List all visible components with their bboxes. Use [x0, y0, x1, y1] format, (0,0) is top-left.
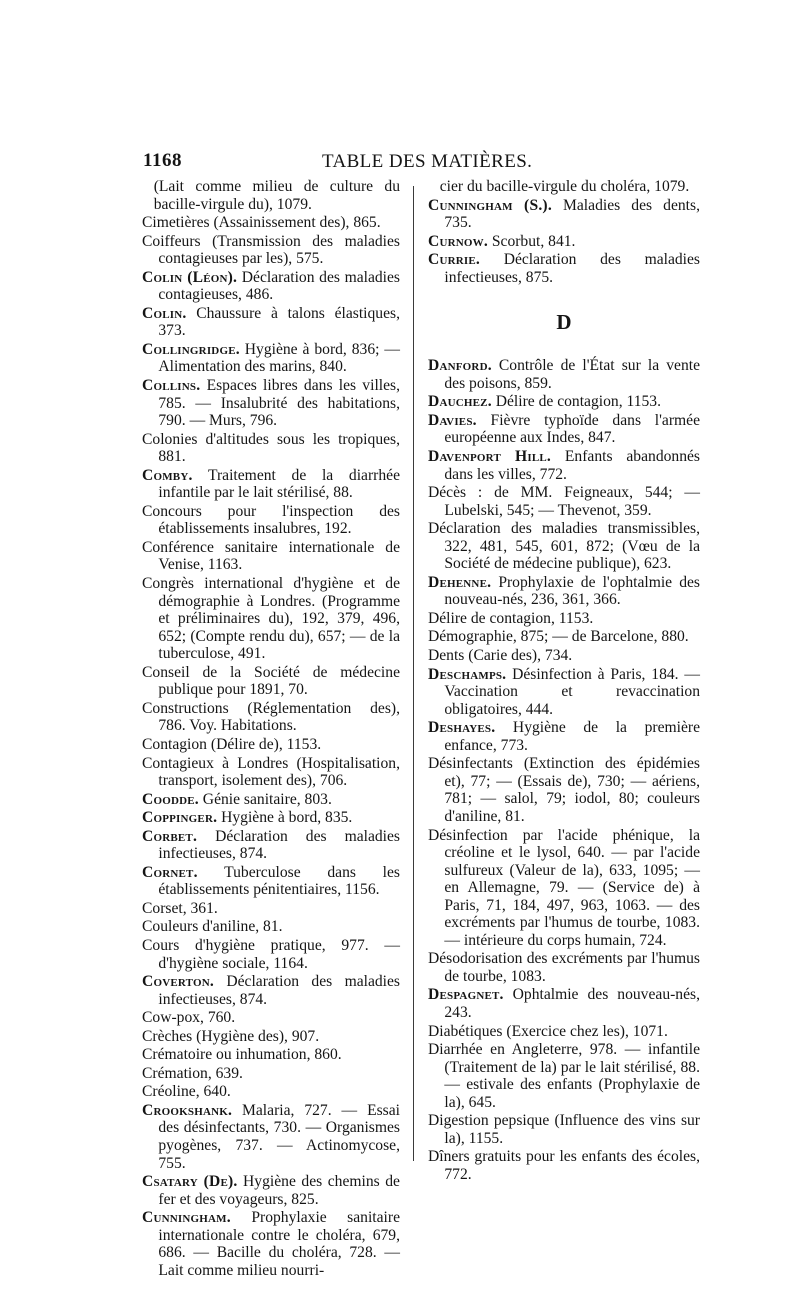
- index-entry: [428, 1148, 700, 1183]
- index-entry: [142, 269, 400, 304]
- author-name: Currie.: [428, 251, 481, 269]
- index-entry: [428, 827, 700, 950]
- index-entry: [428, 574, 700, 609]
- index-entry: [142, 1065, 400, 1083]
- author-name: Coodde.: [142, 790, 199, 808]
- index-entry: [142, 539, 400, 574]
- index-entry: [428, 610, 700, 628]
- index-entry: [142, 937, 400, 972]
- index-entry: [142, 1009, 400, 1027]
- column-divider: [413, 186, 414, 1161]
- right-column: [428, 178, 700, 1184]
- entry-text: Contagion (Délire de), 1153.: [142, 735, 322, 753]
- entry-text: Désinfectants (Extinction des épidémies et), 77; — (Essais de), 730; — aériens, 781; — salol, 79; iodol, 80; couleurs d'aniline, 81.: [428, 755, 700, 825]
- author-name: Danford.: [428, 357, 492, 375]
- entry-text: Chaussure à talons élastiques, 373.: [158, 304, 400, 340]
- entry-text: Traitement de la diarrhée infantile par le lait stérilisé, 88.: [158, 466, 400, 502]
- index-entry: [428, 1112, 700, 1147]
- entry-text: Diarrhée en Angleterre, 978. — infantile (Traitement de la) par le lait stérilisé, 88. — estivale des enfants (Prophylaxie de la), 645.: [428, 1041, 700, 1111]
- index-entry: [142, 178, 400, 213]
- entry-text: Démographie, 875; — de Barcelone, 880.: [428, 628, 689, 646]
- entry-text: Tuberculose dans les établissements pénitentiaires, 1156.: [158, 863, 400, 899]
- index-entry: [142, 973, 400, 1008]
- author-name: Cornet.: [142, 863, 198, 881]
- entry-text: Diabétiques (Exercice chez les), 1071.: [428, 1022, 668, 1040]
- entry-text: Contagieux à Londres (Hospitalisation, transport, isolement des), 706.: [142, 754, 400, 790]
- author-name: Colin (Léon).: [142, 268, 238, 286]
- index-entry: [428, 628, 700, 646]
- index-entry: [142, 341, 400, 376]
- index-entry: [142, 575, 400, 663]
- index-entry: [142, 503, 400, 538]
- index-entry: [428, 484, 700, 519]
- index-entry: [142, 1102, 400, 1172]
- index-entry: [142, 1028, 400, 1046]
- index-entry: [428, 357, 700, 392]
- index-entry: [142, 918, 400, 936]
- entry-text: Désodorisation des excréments par l'humus de tourbe, 1083.: [428, 950, 700, 985]
- index-entry: [428, 755, 700, 825]
- right-column-top: [428, 178, 700, 286]
- entry-text: Scorbut, 841.: [487, 232, 576, 250]
- index-entry: [142, 305, 400, 340]
- entry-text: Cours d'hygiène pratique, 977. — d'hygiène sociale, 1164.: [142, 936, 400, 972]
- index-entry: [142, 1209, 400, 1279]
- index-entry: [428, 647, 700, 665]
- author-name: Cunningham.: [142, 1209, 231, 1227]
- entry-text: Conseil de la Société de médecine publique pour 1891, 70.: [142, 663, 400, 699]
- author-name: Cunningham (S.).: [428, 196, 552, 214]
- index-entry: [142, 864, 400, 899]
- author-name: Curnow.: [428, 232, 488, 250]
- entry-text: Enfants abandonnés dans les villes, 772.: [444, 448, 701, 483]
- entry-text: Prophylaxie de l'ophtalmie des nouveau-nés, 236, 361, 366.: [444, 573, 700, 609]
- index-entry: [142, 809, 400, 827]
- index-entry: [142, 791, 400, 809]
- entry-text: Corset, 361.: [142, 899, 218, 917]
- entry-text: Couleurs d'aniline, 81.: [142, 918, 283, 936]
- entry-text: Fièvre typhoïde dans l'armée européenne aux Indes, 847.: [444, 411, 700, 447]
- section-letter: D: [556, 310, 572, 335]
- entry-text: Conférence sanitaire internationale de Venise, 1163.: [142, 538, 400, 574]
- index-entry: [142, 664, 400, 699]
- entry-text: Ophtalmie des nouveau-nés, 243.: [444, 986, 700, 1021]
- entry-text: Cow-pox, 760.: [142, 1009, 236, 1027]
- entry-text: Déclaration des maladies contagieuses, 486.: [158, 268, 400, 304]
- running-head: TABLE DES MATIÈRES.: [322, 151, 533, 172]
- index-entry: [428, 1041, 700, 1111]
- entry-text: Constructions (Réglementation des), 786. Voy. Habitations.: [142, 699, 400, 735]
- index-entry: [428, 520, 700, 573]
- author-name: Despagnet.: [428, 986, 504, 1004]
- entry-text: Malaria, 727. — Essai des désinfectants, 730. — Organismes pyogènes, 737. — Actinomycose, 755.: [158, 1101, 400, 1172]
- right-column-bottom: [428, 357, 700, 1183]
- entry-text: cier du bacille-virgule du choléra, 1079.: [439, 178, 690, 195]
- entry-text: Maladies des dents, 735.: [444, 196, 700, 232]
- entry-text: Hygiène de la première enfance, 773.: [444, 719, 700, 754]
- entry-text: Décès : de MM. Feigneaux, 544; — Lubelski, 545; — Thevenot, 359.: [428, 484, 700, 519]
- index-entry: [428, 251, 700, 286]
- index-entry: [428, 393, 700, 411]
- author-name: Csatary (De).: [142, 1173, 238, 1191]
- entry-text: Déclaration des maladies infectieuses, 874.: [158, 827, 400, 863]
- entry-text: Hygiène à bord, 835.: [217, 809, 353, 827]
- index-entry: [142, 431, 400, 466]
- entry-text: Déclaration des maladies transmissibles, 322, 481, 545, 601, 872; (Vœu de la Société de médecine publique), 623.: [428, 520, 700, 573]
- author-name: Collins.: [142, 377, 201, 395]
- author-name: Coppinger.: [142, 809, 218, 827]
- entry-text: Cimetières (Assainissement des), 865.: [142, 214, 381, 232]
- author-name: Dauchez.: [428, 393, 492, 411]
- index-entry: [428, 178, 700, 196]
- index-entry: [142, 828, 400, 863]
- index-entry: [428, 666, 700, 719]
- left-column: [142, 178, 400, 1280]
- index-entry: [142, 214, 400, 232]
- index-entry: [142, 736, 400, 754]
- entry-text: Prophylaxie sanitaire internationale contre le choléra, 679, 686. — Bacille du choléra, 728. — Lait comme milieu nourri-: [158, 1209, 400, 1279]
- index-entry: [428, 986, 700, 1021]
- entry-text: Contrôle de l'État sur la vente des poisons, 859.: [444, 357, 700, 392]
- entry-text: Créoline, 640.: [142, 1083, 231, 1101]
- entry-text: Hygiène des chemins de fer et des voyageurs, 825.: [158, 1173, 400, 1208]
- entry-text: Déclaration des maladies infectieuses, 875.: [444, 251, 700, 286]
- entry-text: Hygiène à bord, 836; — Alimentation des marins, 840.: [158, 340, 400, 376]
- entry-text: Coiffeurs (Transmission des maladies contagieuses par les), 575.: [142, 232, 400, 268]
- entry-text: Dents (Carie des), 734.: [428, 647, 573, 665]
- index-entry: [142, 1046, 400, 1064]
- index-entry: [142, 700, 400, 735]
- author-name: Dehenne.: [428, 573, 492, 591]
- entry-text: Dîners gratuits pour les enfants des écoles, 772.: [428, 1148, 700, 1183]
- index-entry: [428, 448, 700, 483]
- author-name: Crookshank.: [142, 1101, 233, 1119]
- index-entry: [142, 1083, 400, 1101]
- entry-text: Espaces libres dans les villes, 785. — Insalubrité des habitations, 790. — Murs, 796.: [158, 377, 400, 430]
- author-name: Corbet.: [142, 827, 198, 845]
- author-name: Collingridge.: [142, 340, 240, 358]
- index-entry: [142, 1173, 400, 1208]
- index-entry: [428, 1023, 700, 1041]
- author-name: Davies.: [428, 411, 477, 429]
- author-name: Davenport Hill.: [428, 448, 552, 466]
- entry-text: (Lait comme milieu de culture du bacille-virgule du), 1079.: [153, 178, 400, 213]
- index-entry: [142, 755, 400, 790]
- author-name: Comby.: [142, 466, 193, 484]
- index-entry: [142, 233, 400, 268]
- entry-text: Génie sanitaire, 803.: [198, 790, 332, 808]
- page-number: 1168: [143, 150, 182, 171]
- entry-text: Désinfection par l'acide phénique, la créoline et le lysol, 640. — par l'acide sulfureux (Valeur de la), 633, 1095; — en Allemagne, 79. — (Service de) à Paris, 71, 184, 497, 963, 1063. — des excréments par l'humus de tourbe, 1083. — intérieure du corps humain, 724.: [428, 826, 700, 949]
- entry-text: Digestion pepsique (Influence des vins sur la), 1155.: [428, 1112, 700, 1147]
- entry-text: Délire de contagion, 1153.: [491, 393, 661, 411]
- entry-text: Crèches (Hygiène des), 907.: [142, 1027, 320, 1045]
- entry-text: Déclaration des maladies infectieuses, 874.: [158, 973, 400, 1008]
- entry-text: Désinfection à Paris, 184. — Vaccination et revaccination obligatoires, 444.: [444, 665, 700, 718]
- index-entry: [428, 233, 700, 251]
- index-entry: [428, 412, 700, 447]
- author-name: Coverton.: [142, 973, 214, 991]
- index-entry: [428, 719, 700, 754]
- entry-text: Congrès international d'hygiène et de démographie à Londres. (Programme et préliminaires du), 192, 379, 496, 652; (Compte rendu du), 657; — de la tuberculose, 491.: [142, 575, 400, 663]
- entry-text: Crématoire ou inhumation, 860.: [142, 1046, 342, 1064]
- index-entry: [142, 377, 400, 430]
- entry-text: Délire de contagion, 1153.: [428, 609, 594, 627]
- index-entry: [428, 950, 700, 985]
- entry-text: Colonies d'altitudes sous les tropiques, 881.: [142, 430, 400, 466]
- author-name: Deshayes.: [428, 719, 496, 737]
- author-name: Colin.: [142, 304, 187, 322]
- author-name: Deschamps.: [428, 665, 507, 683]
- index-entry: [428, 197, 700, 232]
- index-entry: [142, 467, 400, 502]
- index-entry: [142, 900, 400, 918]
- entry-text: Crémation, 639.: [142, 1064, 243, 1082]
- entry-text: Concours pour l'inspection des établissements insalubres, 192.: [142, 502, 400, 538]
